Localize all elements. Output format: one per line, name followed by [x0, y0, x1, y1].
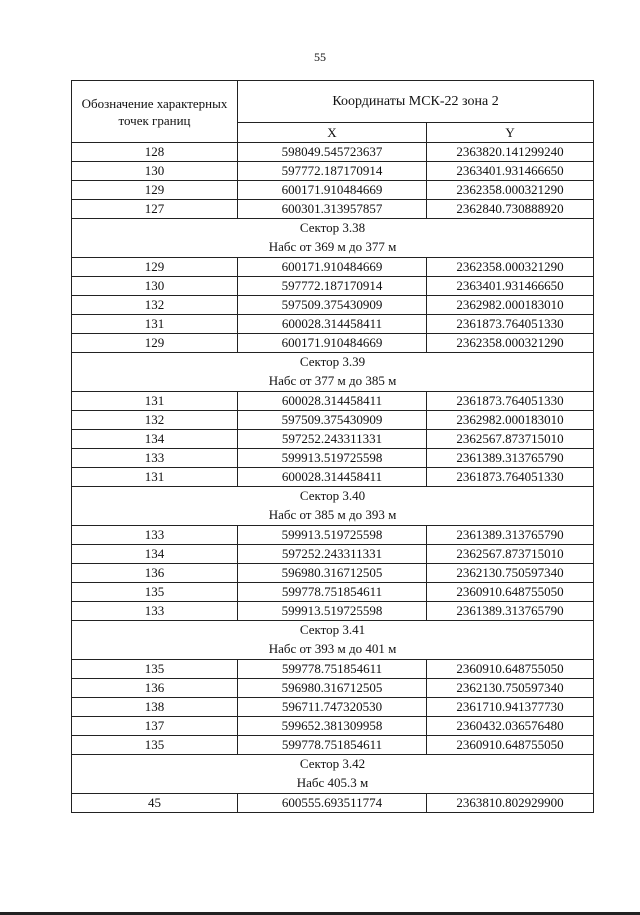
point-cell: 134 [72, 430, 238, 449]
y-coordinate-cell: 2361873.764051330 [427, 468, 594, 487]
y-coordinate-cell: 2362567.873715010 [427, 430, 594, 449]
table-row [72, 736, 594, 755]
coordinates-table-body [72, 81, 594, 813]
table-row [72, 794, 594, 813]
x-coordinate-cell: 599778.751854611 [238, 736, 427, 755]
table-row [72, 660, 594, 679]
point-cell: 137 [72, 717, 238, 736]
x-coordinate-cell: 599913.519725598 [238, 526, 427, 545]
y-coordinate-cell: 2363810.802929900 [427, 794, 594, 813]
height-row [72, 773, 594, 794]
header-coords-title: Координаты МСК-22 зона 2 [238, 81, 594, 123]
y-coordinate-cell: 2362840.730888920 [427, 200, 594, 219]
x-coordinate-cell: 600028.314458411 [238, 392, 427, 411]
table-row [72, 277, 594, 296]
header-col-y: Y [427, 123, 594, 143]
x-coordinate-cell: 599913.519725598 [238, 602, 427, 621]
table-row [72, 430, 594, 449]
table-row [72, 411, 594, 430]
x-coordinate-cell: 599778.751854611 [238, 583, 427, 602]
y-coordinate-cell: 2362358.000321290 [427, 258, 594, 277]
sector-row [72, 487, 594, 506]
table-row [72, 602, 594, 621]
height-label: Набс 405.3 м [72, 773, 594, 794]
sector-label: Сектор 3.38 [72, 219, 594, 238]
x-coordinate-cell: 598049.545723637 [238, 143, 427, 162]
table-row [72, 200, 594, 219]
table-row [72, 449, 594, 468]
point-cell: 136 [72, 564, 238, 583]
y-coordinate-cell: 2361873.764051330 [427, 315, 594, 334]
x-coordinate-cell: 596711.747320530 [238, 698, 427, 717]
header-point-label: Обозначение характерных точек границ [72, 81, 238, 143]
x-coordinate-cell: 597509.375430909 [238, 411, 427, 430]
point-cell: 131 [72, 315, 238, 334]
x-coordinate-cell: 597772.187170914 [238, 162, 427, 181]
point-cell: 130 [72, 162, 238, 181]
point-cell: 127 [72, 200, 238, 219]
table-row [72, 392, 594, 411]
y-coordinate-cell: 2360432.036576480 [427, 717, 594, 736]
height-row [72, 505, 594, 526]
y-coordinate-cell: 2361710.941377730 [427, 698, 594, 717]
x-coordinate-cell: 597509.375430909 [238, 296, 427, 315]
y-coordinate-cell: 2361389.313765790 [427, 449, 594, 468]
point-cell: 129 [72, 334, 238, 353]
sector-label: Сектор 3.39 [72, 353, 594, 372]
point-cell: 132 [72, 296, 238, 315]
y-coordinate-cell: 2363401.931466650 [427, 277, 594, 296]
x-coordinate-cell: 600171.910484669 [238, 258, 427, 277]
table-row [72, 296, 594, 315]
sector-row [72, 755, 594, 774]
point-cell: 45 [72, 794, 238, 813]
point-cell: 129 [72, 258, 238, 277]
point-cell: 133 [72, 602, 238, 621]
y-coordinate-cell: 2362982.000183010 [427, 411, 594, 430]
height-row [72, 639, 594, 660]
x-coordinate-cell: 596980.316712505 [238, 564, 427, 583]
table-header-row [72, 81, 594, 123]
table-row [72, 583, 594, 602]
sector-label: Сектор 3.41 [72, 621, 594, 640]
point-cell: 133 [72, 449, 238, 468]
table-row [72, 545, 594, 564]
x-coordinate-cell: 597772.187170914 [238, 277, 427, 296]
x-coordinate-cell: 599652.381309958 [238, 717, 427, 736]
x-coordinate-cell: 597252.243311331 [238, 545, 427, 564]
height-label: Набс от 377 м до 385 м [72, 371, 594, 392]
point-cell: 133 [72, 526, 238, 545]
x-coordinate-cell: 600028.314458411 [238, 468, 427, 487]
point-cell: 128 [72, 143, 238, 162]
table-row [72, 258, 594, 277]
sector-row [72, 353, 594, 372]
x-coordinate-cell: 599778.751854611 [238, 660, 427, 679]
x-coordinate-cell: 599913.519725598 [238, 449, 427, 468]
table-row [72, 526, 594, 545]
y-coordinate-cell: 2363820.141299240 [427, 143, 594, 162]
point-cell: 131 [72, 392, 238, 411]
y-coordinate-cell: 2362358.000321290 [427, 334, 594, 353]
height-label: Набс от 385 м до 393 м [72, 505, 594, 526]
table-row [72, 717, 594, 736]
point-cell: 136 [72, 679, 238, 698]
table-row [72, 564, 594, 583]
x-coordinate-cell: 600555.693511774 [238, 794, 427, 813]
sector-label: Сектор 3.42 [72, 755, 594, 774]
y-coordinate-cell: 2361389.313765790 [427, 526, 594, 545]
x-coordinate-cell: 596980.316712505 [238, 679, 427, 698]
y-coordinate-cell: 2362358.000321290 [427, 181, 594, 200]
height-row [72, 371, 594, 392]
table-row [72, 698, 594, 717]
y-coordinate-cell: 2361389.313765790 [427, 602, 594, 621]
table-row [72, 162, 594, 181]
sector-row [72, 621, 594, 640]
point-cell: 135 [72, 583, 238, 602]
point-cell: 129 [72, 181, 238, 200]
sector-row [72, 219, 594, 238]
point-cell: 135 [72, 660, 238, 679]
sector-label: Сектор 3.40 [72, 487, 594, 506]
y-coordinate-cell: 2360910.648755050 [427, 660, 594, 679]
table-row [72, 315, 594, 334]
point-cell: 131 [72, 468, 238, 487]
point-cell: 138 [72, 698, 238, 717]
height-label: Набс от 369 м до 377 м [72, 237, 594, 258]
y-coordinate-cell: 2362130.750597340 [427, 679, 594, 698]
page-number: 55 [314, 50, 326, 64]
x-coordinate-cell: 600028.314458411 [238, 315, 427, 334]
y-coordinate-cell: 2360910.648755050 [427, 583, 594, 602]
y-coordinate-cell: 2363401.931466650 [427, 162, 594, 181]
x-coordinate-cell: 600171.910484669 [238, 181, 427, 200]
point-cell: 135 [72, 736, 238, 755]
point-cell: 130 [72, 277, 238, 296]
y-coordinate-cell: 2362982.000183010 [427, 296, 594, 315]
point-cell: 132 [72, 411, 238, 430]
height-label: Набс от 393 м до 401 м [72, 639, 594, 660]
x-coordinate-cell: 597252.243311331 [238, 430, 427, 449]
y-coordinate-cell: 2361873.764051330 [427, 392, 594, 411]
y-coordinate-cell: 2360910.648755050 [427, 736, 594, 755]
header-col-x: X [238, 123, 427, 143]
y-coordinate-cell: 2362130.750597340 [427, 564, 594, 583]
table-row [72, 143, 594, 162]
table-row [72, 181, 594, 200]
x-coordinate-cell: 600301.313957857 [238, 200, 427, 219]
table-row [72, 468, 594, 487]
y-coordinate-cell: 2362567.873715010 [427, 545, 594, 564]
coordinates-table [71, 80, 594, 813]
table-row [72, 679, 594, 698]
table-row [72, 334, 594, 353]
x-coordinate-cell: 600171.910484669 [238, 334, 427, 353]
point-cell: 134 [72, 545, 238, 564]
height-row [72, 237, 594, 258]
